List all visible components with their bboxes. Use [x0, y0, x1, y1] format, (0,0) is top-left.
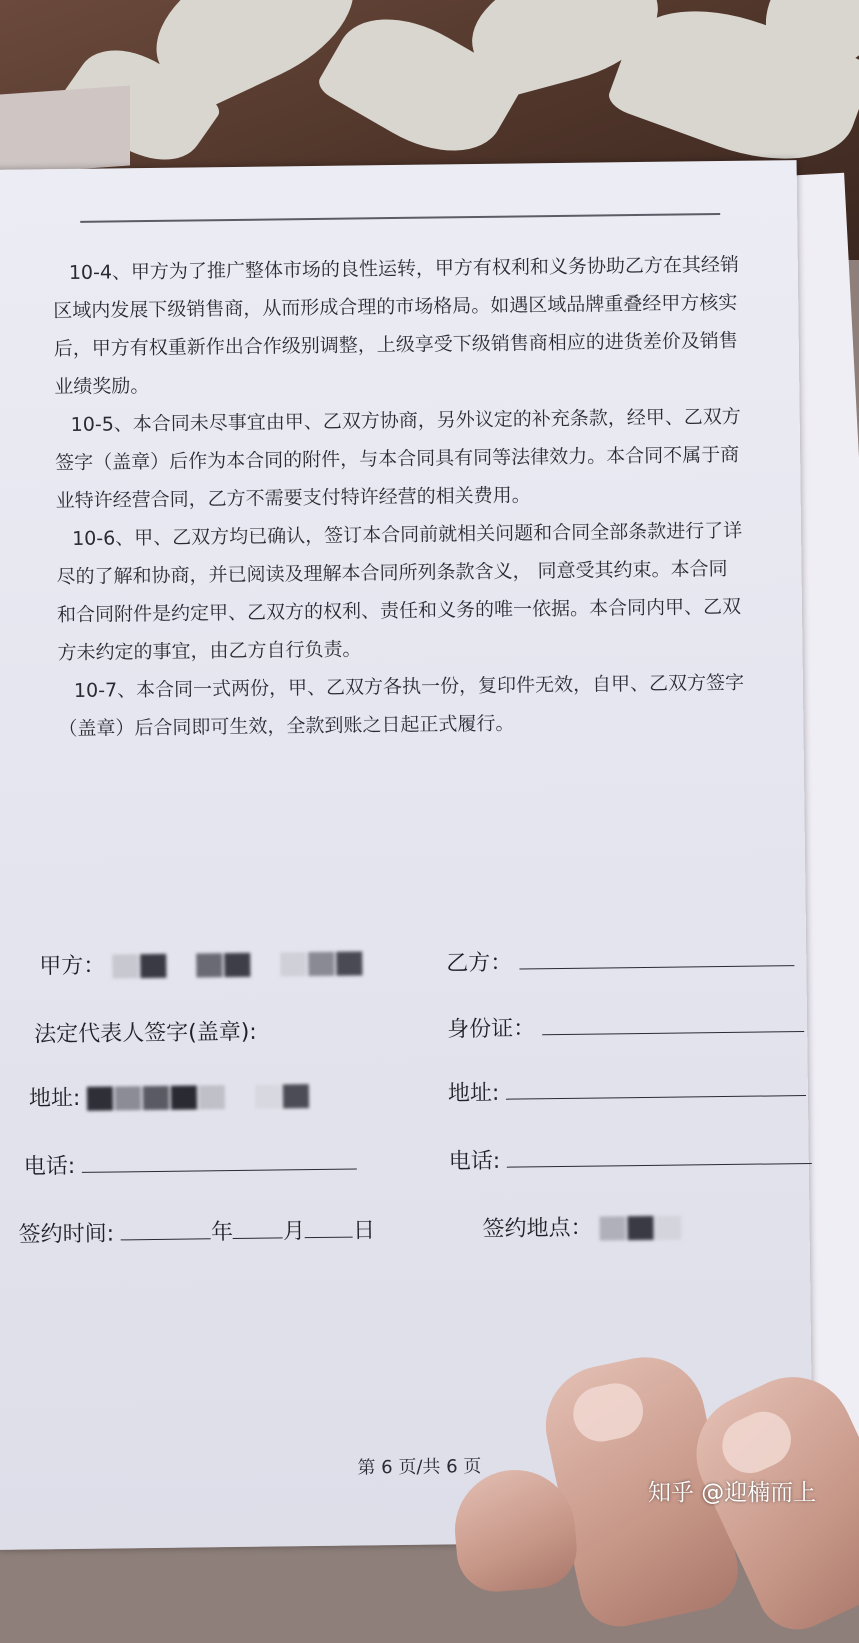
date-row	[18, 1213, 375, 1248]
fingernail	[713, 1403, 800, 1482]
address-b-row	[448, 1072, 807, 1107]
legal-rep-label: 法定代表人签字(盖章):	[34, 1019, 257, 1048]
contract-page	[0, 160, 813, 1550]
year-line	[121, 1218, 211, 1240]
day-label: 日	[352, 1218, 376, 1244]
id-line	[542, 1011, 804, 1035]
phone-a-label: 电话:	[23, 1153, 76, 1180]
id-row	[447, 1008, 804, 1043]
contract-clauses	[53, 246, 749, 748]
address-b-label: 地址:	[447, 1080, 500, 1107]
party-b-line	[519, 945, 794, 969]
phone-b-line	[507, 1143, 812, 1168]
party-a-row	[39, 945, 364, 980]
redacted-address-a	[87, 1084, 311, 1111]
phone-b-row	[449, 1140, 813, 1175]
party-b-row	[446, 942, 794, 977]
redacted-party-a	[112, 951, 364, 978]
month-line	[233, 1217, 283, 1239]
place-row	[482, 1210, 683, 1243]
watermark: 知乎 @迎楠而上	[648, 1480, 817, 1506]
address-a-label: 地址:	[28, 1085, 81, 1112]
address-a-row	[29, 1078, 312, 1112]
party-a-label: 甲方：	[39, 953, 106, 980]
paper-edge	[0, 85, 130, 174]
redacted-place	[599, 1216, 683, 1241]
phone-b-label: 电话:	[448, 1148, 501, 1175]
fingernail	[568, 1378, 648, 1446]
year-label: 年	[210, 1220, 234, 1246]
clause-10-4: 10-4、甲方为了推广整体市场的良性运转，甲方有权利和义务协助乙方在其经销区域内发展下级销售商，从而形成合理的市场格局。如遇区域品牌重叠经甲方核实后，甲方有权重新作出合作级别调整，上级享受下级销售商相应的进货差价及销售业绩奖励。	[53, 253, 740, 399]
clause-10-5: 10-5、本合同未尽事宜由甲、乙双方协商，另外议定的补充条款，经甲、乙双方签字（盖章）后作为本合同的附件，与本合同具有同等法律效力。本合同不属于商业特许经营合同，乙方不需要支付特许经营的相关费用。	[55, 405, 741, 513]
address-b-line	[506, 1075, 806, 1100]
header-rule	[80, 213, 720, 223]
clause-10-7: 10-7、本合同一式两份，甲、乙双方各执一份，复印件无效，自甲、乙双方签字（盖章）后合同即可生效，全款到账之日起正式履行。	[58, 671, 745, 741]
date-label: 签约时间:	[18, 1221, 115, 1248]
id-label: 身份证：	[446, 1016, 536, 1043]
phone-a-line	[82, 1149, 357, 1173]
page-number: 第 6 页/共 6 页	[357, 1456, 482, 1479]
party-b-label: 乙方：	[446, 950, 513, 977]
phone-a-row	[24, 1146, 358, 1181]
legal-rep-row	[34, 1015, 257, 1049]
clause-10-6: 10-6、甲、乙双方均已确认，签订本合同前就相关问题和合同全部条款进行了详尽的了解和协商，并已阅读及理解本合同所列条款含义， 同意受其约束。本合同和合同附件是约定甲、乙双方的权利、责任和义务的唯一依据。本合同内甲、乙双方未约定的事宜，由乙方自行负责。	[56, 519, 743, 665]
day-line	[305, 1217, 353, 1239]
place-label: 签约地点：	[482, 1215, 593, 1242]
month-label: 月	[282, 1219, 306, 1245]
